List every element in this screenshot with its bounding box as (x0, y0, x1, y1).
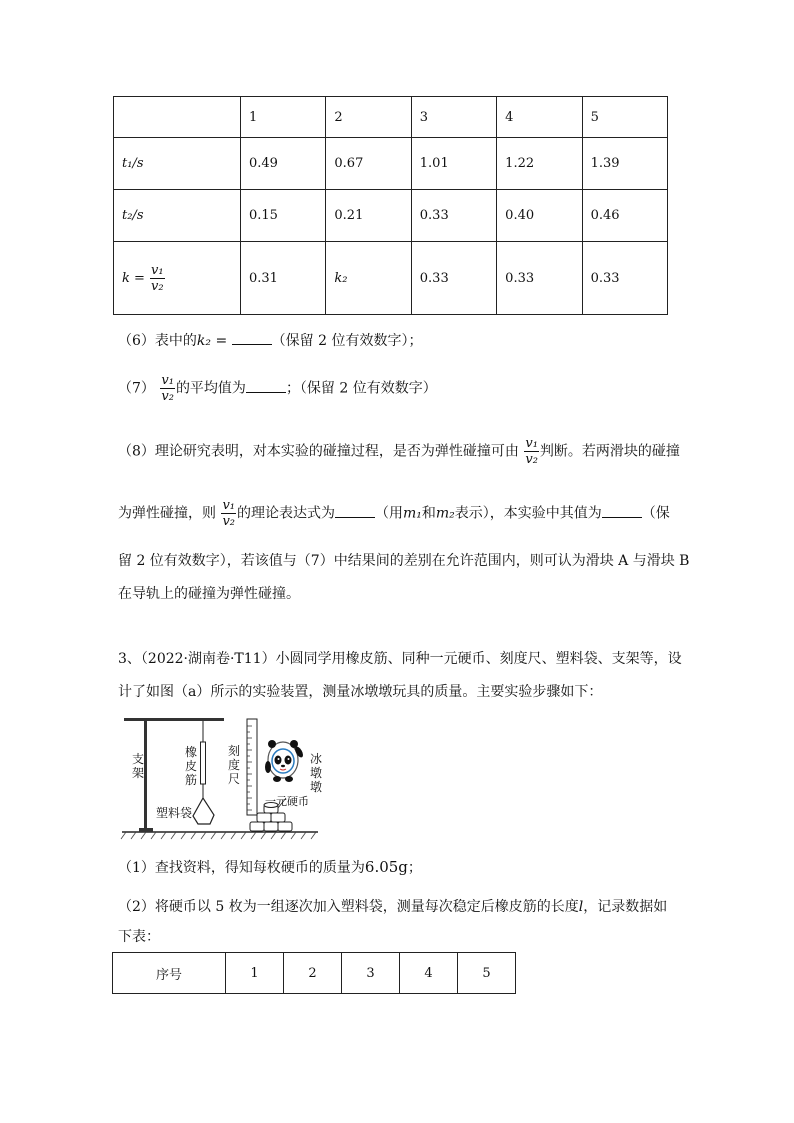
q7-text: 的平均值为 (175, 380, 246, 397)
table-cell: k₂ (326, 242, 411, 315)
table-cell: 1.22 (497, 138, 582, 190)
table-cell: 3 (411, 97, 496, 138)
length-variable: l (578, 899, 584, 915)
step-1 (118, 857, 422, 878)
table-cell: 1.39 (582, 138, 667, 190)
question-8-line-3: 留 2 位有效数字），若该值与（7）中结果间的差别在允许范围内，则可认为滑块 A 与滑块 B (118, 553, 690, 569)
label-rubber-band: 橡皮筋 (185, 745, 198, 787)
data-table-2 (112, 952, 516, 994)
table-cell: 0.67 (326, 138, 411, 190)
answer-blank (232, 332, 272, 345)
row-label: t₂/s (114, 190, 241, 242)
table-cell: 0.46 (582, 190, 667, 242)
step1-text-end: ； (407, 860, 422, 876)
table-cell: 0.40 (497, 190, 582, 242)
question-8-line-4: 在导轨上的碰撞为弹性碰撞。 (118, 586, 300, 602)
q8-text: （8）理论研究表明，对本实验的碰撞过程，是否为弹性碰撞可由 (118, 443, 519, 460)
table-cell: 3 (342, 953, 400, 994)
coin-mass-value: 6.05g (364, 858, 408, 876)
step2-text: （2）将硬币以 5 枚为一组逐次加入塑料袋，测量每次稳定后橡皮筋的长度 (118, 899, 579, 915)
table-cell: 0.21 (326, 190, 411, 242)
question-6 (118, 331, 422, 351)
table-row (114, 138, 668, 190)
mascot-icon (265, 740, 305, 782)
table-cell: 0.33 (582, 242, 667, 315)
mass-symbol: m₁ (403, 505, 422, 522)
table-cell: 0.33 (497, 242, 582, 315)
table-cell: 0.33 (411, 190, 496, 242)
plastic-bag-icon (193, 798, 214, 824)
fraction (150, 263, 165, 294)
rubber-band-icon (201, 721, 206, 798)
table-row (114, 190, 668, 242)
fraction (160, 373, 175, 404)
ruler-icon (247, 719, 257, 815)
problem-3-line-1: 3、（2022·湖南卷·T11）小圆同学用橡皮筋、同种一元硬币、刻度尺、塑料袋、支架等，设 (118, 651, 682, 667)
table-cell: 5 (582, 97, 667, 138)
label-coin: 一元硬币 (265, 795, 309, 808)
table-cell: 4 (497, 97, 582, 138)
fraction (524, 436, 539, 467)
table-cell: 1 (241, 97, 326, 138)
row-label (114, 242, 241, 315)
q6-text: （6）表中的 (118, 333, 197, 349)
fraction-denominator: v₂ (525, 452, 538, 467)
table-cell: 4 (400, 953, 458, 994)
k-symbol: k = (122, 270, 145, 286)
ground-icon (121, 832, 318, 839)
fraction-numerator: v₁ (525, 436, 538, 451)
table-cell: 5 (458, 953, 516, 994)
table-cell: 序号 (113, 953, 226, 994)
mass-symbol: m₂ (435, 505, 455, 522)
problem-3-line-2: 计了如图（a）所示的实验装置，测量冰墩墩玩具的质量。主要实验步骤如下： (118, 684, 603, 700)
table-cell: 2 (326, 97, 411, 138)
table-cell: 0.31 (241, 242, 326, 315)
answer-blank (602, 505, 642, 518)
fraction (221, 498, 236, 529)
fraction-denominator: v₂ (151, 278, 164, 294)
table-cell: 1.01 (411, 138, 496, 190)
fraction-numerator: v₁ (161, 373, 174, 388)
step-2-line-2: 下表： (118, 929, 160, 945)
q8-text: 和 (421, 505, 436, 522)
question-8-line-1 (118, 436, 680, 467)
q7-prefix: （7） (118, 380, 155, 397)
table-cell: 2 (284, 953, 342, 994)
table-header-row (114, 97, 668, 138)
answer-blank (246, 380, 286, 393)
table-cell (114, 97, 241, 138)
question-8-line-2 (118, 498, 670, 529)
table-row (114, 242, 668, 315)
question-7 (118, 373, 437, 404)
q8-text: 表示），本实验中其值为 (454, 505, 602, 522)
fraction-denominator: v₂ (161, 389, 174, 404)
fraction-numerator: v₁ (151, 262, 164, 278)
label-plastic-bag: 塑料袋 (156, 806, 193, 820)
q8-text: 判断。若两滑块的碰撞 (539, 443, 680, 460)
step1-text: （1）查找资料，得知每枚硬币的质量为 (118, 860, 365, 876)
step2-text: ，记录数据如 (583, 899, 668, 915)
q8-text: 为弹性碰撞，则 (118, 505, 216, 522)
label-ruler: 刻度尺 (228, 744, 241, 786)
q8-text: （用 (375, 505, 404, 522)
q8-text: 的理论表达式为 (237, 505, 336, 522)
q7-text-end: ；（保留 2 位有效数字） (285, 380, 437, 397)
table-header-row (113, 953, 516, 994)
fraction-denominator: v₂ (222, 514, 236, 529)
fraction-numerator: v₁ (222, 498, 236, 513)
label-mascot: 冰墩墩 (310, 752, 323, 794)
table-cell: 0.49 (241, 138, 326, 190)
answer-blank (335, 505, 375, 518)
q6-text-end: （保留 2 位有效数字）； (271, 333, 423, 349)
data-table-1 (113, 96, 668, 315)
row-label: t₁/s (114, 138, 241, 190)
step-2-line-1 (118, 897, 667, 917)
q6-variable: k₂ = (196, 333, 228, 349)
table-cell: 0.15 (241, 190, 326, 242)
table-cell: 1 (226, 953, 284, 994)
label-stand: 支架 (132, 752, 145, 780)
q8-text: （保 (641, 505, 670, 522)
table-cell: 0.33 (411, 242, 496, 315)
